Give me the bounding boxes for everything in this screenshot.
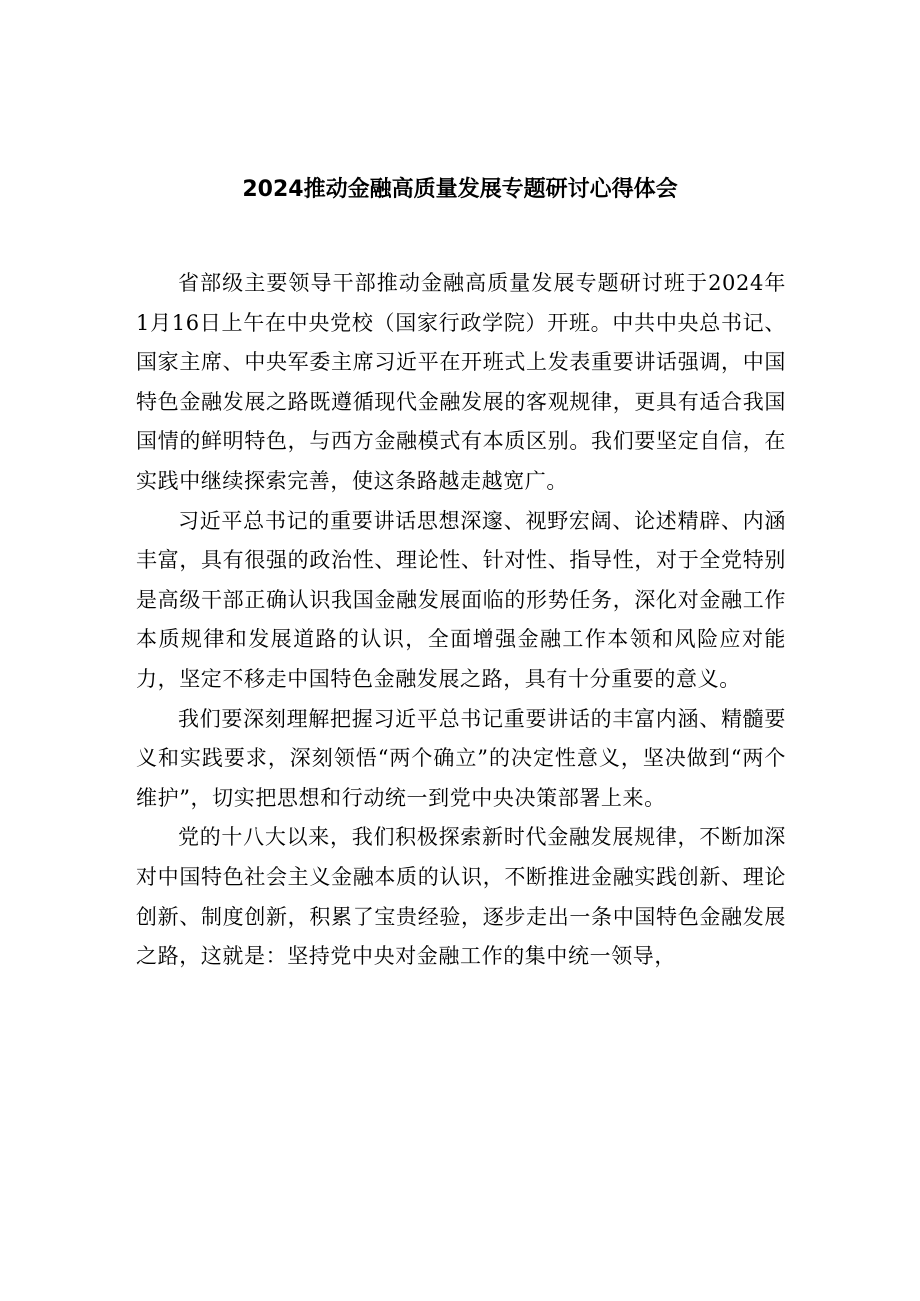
paragraph-1: 省部级主要领导干部推动金融高质量发展专题研讨班于2024年1月16日上午在中央党校（国家行政学院）开班。中共中央总书记、国家主席、中央军委主席习近平在开班式上发表重要讲话强调，中国特色金融发展之路既遵循现代金融发展的客观规律，更具有适合我国国情的鲜明特色，与西方金融模式有本质区别。我们要坚定自信，在实践中继续探索完善，使这条路越走越宽广。 bbox=[136, 271, 786, 493]
paragraph-3: 我们要深刻理解把握习近平总书记重要讲话的丰富内涵、精髓要义和实践要求，深刻领悟“两个确立”的决定性意义，坚决做到“两个维护”，切实把思想和行动统一到党中央决策部署上来。 bbox=[136, 706, 786, 810]
paragraph-4: 党的十八大以来，我们积极探索新时代金融发展规律，不断加深对中国特色社会主义金融本质的认识，不断推进金融实践创新、理论创新、制度创新，积累了宝贵经验，逐步走出一条中国特色金融发展之路，这就是：坚持党中央对金融工作的集中统一领导， bbox=[136, 825, 786, 969]
paragraph-2: 习近平总书记的重要讲话思想深邃、视野宏阔、论述精辟、内涵丰富，具有很强的政治性、理论性、针对性、指导性，对于全党特别是高级干部正确认识我国金融发展面临的形势任务，深化对金融工作本质规律和发展道路的认识，全面增强金融工作本领和风险应对能力，坚定不移走中国特色金融发展之路，具有十分重要的意义。 bbox=[136, 508, 786, 691]
document-title: 2024推动金融高质量发展专题研讨心得体会 bbox=[242, 177, 678, 202]
document-body bbox=[136, 264, 786, 977]
